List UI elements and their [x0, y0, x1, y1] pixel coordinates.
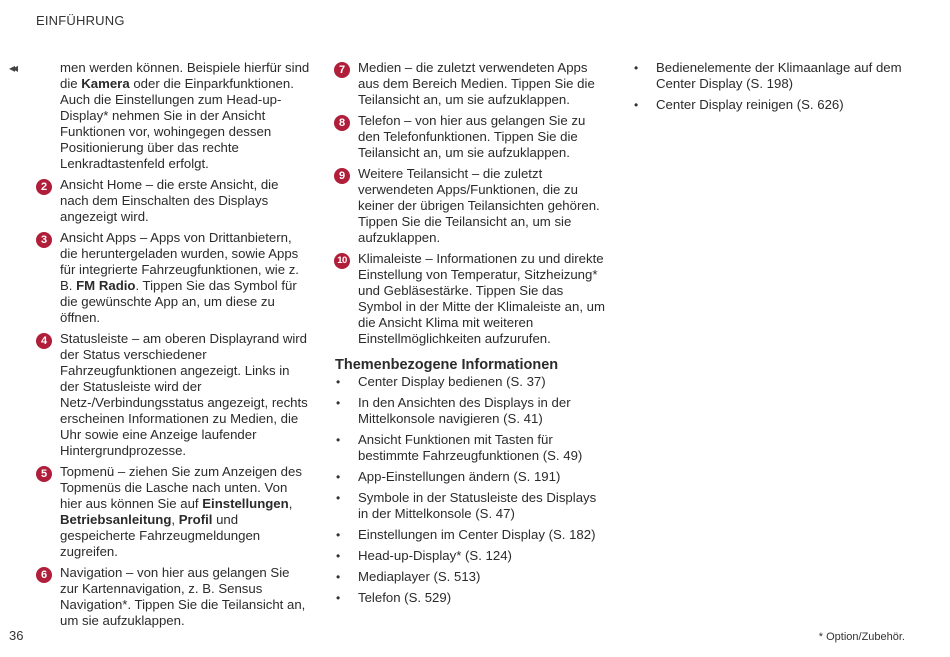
numbered-item [40, 331, 310, 459]
link-text: Head-up-Display* (S. 124) [358, 548, 512, 563]
link-text: In den Ansichten des Displays in der Mittelkonsole navigieren (S. 41) [358, 395, 571, 426]
related-link[interactable] [634, 97, 908, 113]
intro-paragraph [60, 60, 310, 172]
related-link[interactable] [336, 432, 610, 464]
related-links-list [336, 374, 610, 606]
column-left [40, 60, 310, 634]
bullet-icon: • [336, 470, 341, 484]
text-run: Medien – die zuletzt verwendeten Apps aus dem Bereich Medien. Tippen Sie die Teilansicht an, um sie aufzuklappen. [358, 60, 595, 107]
text-run: und gespeicherte Fahrzeugmeldungen zugreifen. [60, 512, 261, 559]
text-run: men werden können. Beispiele hierfür sind die [60, 60, 310, 91]
number-badge-icon: 6 [36, 567, 52, 583]
bullet-icon: • [336, 570, 341, 584]
text-run: Topmenü – ziehen Sie zum Anzeigen des Topmenüs die Lasche nach unten. Von hier aus können Sie auf [60, 464, 302, 511]
related-links-list-continued [634, 60, 908, 113]
link-text: Bedienelemente der Klimaanlage auf dem Center Display (S. 198) [656, 60, 902, 91]
text-run: oder die Einparkfunktionen. Auch die Einstellungen zum Head-up-Display* nehmen Sie in der Ansicht Funktionen vor, wohingegen dessen Positionierung über das rechte Lenkradtastenfeld erfolgt. [60, 76, 294, 171]
text-run: Ansicht Home – die erste Ansicht, die nach dem Einschalten des Displays angezeigt wird. [60, 177, 279, 224]
bold-term: Kamera [81, 76, 130, 91]
related-link[interactable] [336, 590, 610, 606]
text-run: Ansicht Apps – Apps von Drittanbietern, die heruntergeladen wurden, sowie Apps für integrierte Fahrzeugfunktionen, wie z. B. [60, 230, 299, 293]
numbered-item [40, 230, 310, 326]
link-text: Symbole in der Statusleiste des Displays in der Mittelkonsole (S. 47) [358, 490, 597, 521]
bullet-icon: • [336, 591, 341, 605]
bullet-icon: • [336, 528, 341, 542]
related-link[interactable] [336, 490, 610, 522]
link-text: Telefon (S. 529) [358, 590, 452, 605]
related-info-heading: Themenbezogene Informationen [335, 357, 559, 373]
link-text: App-Einstellungen ändern (S. 191) [358, 469, 561, 484]
bold-term: Betriebsanleitung [60, 512, 172, 527]
numbered-list-middle [337, 60, 610, 347]
number-badge-icon: 7 [334, 62, 350, 78]
column-right [634, 60, 908, 118]
text-run: Klimaleiste – Informationen zu und direkte Einstellung von Temperatur, Sitzheizung* und Gebläsestärke. Tippen Sie das Symbol in der Mitte der Klimaleiste an, um die Ansicht Klima mit weiteren Einstellmöglichkeiten aufzurufen. [358, 251, 605, 346]
bold-term: Profil [178, 512, 213, 527]
related-link[interactable] [336, 548, 610, 564]
page-number: 36 [9, 628, 24, 643]
numbered-item [40, 565, 310, 629]
number-badge-icon: 2 [36, 179, 52, 195]
number-badge-icon: 8 [334, 115, 350, 131]
text-run: Statusleiste – am oberen Displayrand wird der Status verschiedener Fahrzeugfunktionen angezeigt. Links in der Statusleiste wird der Netz-/Verbindungsstatus angezeigt, rechts erscheinen Informationen zu Medien, die Uhr sowie eine Anzeige laufender Hintergrundprozesse. [60, 331, 308, 458]
number-badge-icon: 5 [36, 466, 52, 482]
bullet-icon: • [336, 549, 341, 563]
bullet-icon: • [634, 98, 639, 112]
text-run: , [171, 512, 179, 527]
link-text: Einstellungen im Center Display (S. 182) [358, 527, 596, 542]
numbered-item [338, 60, 610, 108]
numbered-item [338, 113, 610, 161]
related-link[interactable] [336, 395, 610, 427]
number-badge-icon: 3 [36, 232, 52, 248]
numbered-item [338, 166, 610, 246]
bullet-icon: • [336, 433, 341, 447]
related-link[interactable] [336, 569, 610, 585]
numbered-item [40, 177, 310, 225]
bullet-icon: • [336, 375, 341, 389]
related-link[interactable] [336, 527, 610, 543]
footnote: * Option/Zubehör. [818, 631, 905, 643]
text-run: , [288, 496, 293, 511]
numbered-item [337, 251, 610, 347]
link-text: Mediaplayer (S. 513) [358, 569, 481, 584]
related-link[interactable] [634, 60, 908, 92]
link-text: Ansicht Funktionen mit Tasten für bestimmte Fahrzeugfunktionen (S. 49) [358, 432, 583, 463]
bold-term: Einstellungen [202, 496, 289, 511]
number-badge-icon: 4 [36, 333, 52, 349]
numbered-item [40, 464, 310, 560]
back-arrow-icon[interactable]: ◂◂ [9, 61, 16, 75]
bullet-icon: • [634, 61, 639, 75]
bullet-icon: • [336, 491, 341, 505]
related-link[interactable] [336, 374, 610, 390]
number-badge-icon: 9 [334, 168, 350, 184]
bold-term: FM Radio [76, 278, 136, 293]
column-middle [335, 60, 610, 611]
text-run: Weitere Teilansicht – die zuletzt verwendeten Apps/Funktionen, die zu keiner der übrigen Teilansichten gehören. Tippen Sie die Teilansicht an, um sie aufzuklappen. [358, 166, 600, 245]
numbered-list-left [40, 177, 310, 629]
related-link[interactable] [336, 469, 610, 485]
link-text: Center Display bedienen (S. 37) [358, 374, 546, 389]
text-run: Telefon – von hier aus gelangen Sie zu den Telefonfunktionen. Tippen Sie die Teilansicht an, um sie aufzuklappen. [358, 113, 586, 160]
number-badge-icon: 10 [334, 253, 350, 269]
chapter-header: EINFÜHRUNG [36, 13, 125, 28]
text-run: Navigation – von hier aus gelangen Sie zur Kartennavigation, z. B. Sensus Navigation*. Tippen Sie die Teilansicht an, um sie aufzuklappen. [60, 565, 306, 628]
link-text: Center Display reinigen (S. 626) [656, 97, 844, 112]
bullet-icon: • [336, 396, 341, 410]
text-run: . Tippen Sie das Symbol für die gewünschte App an, um diese zu öffnen. [60, 278, 297, 325]
